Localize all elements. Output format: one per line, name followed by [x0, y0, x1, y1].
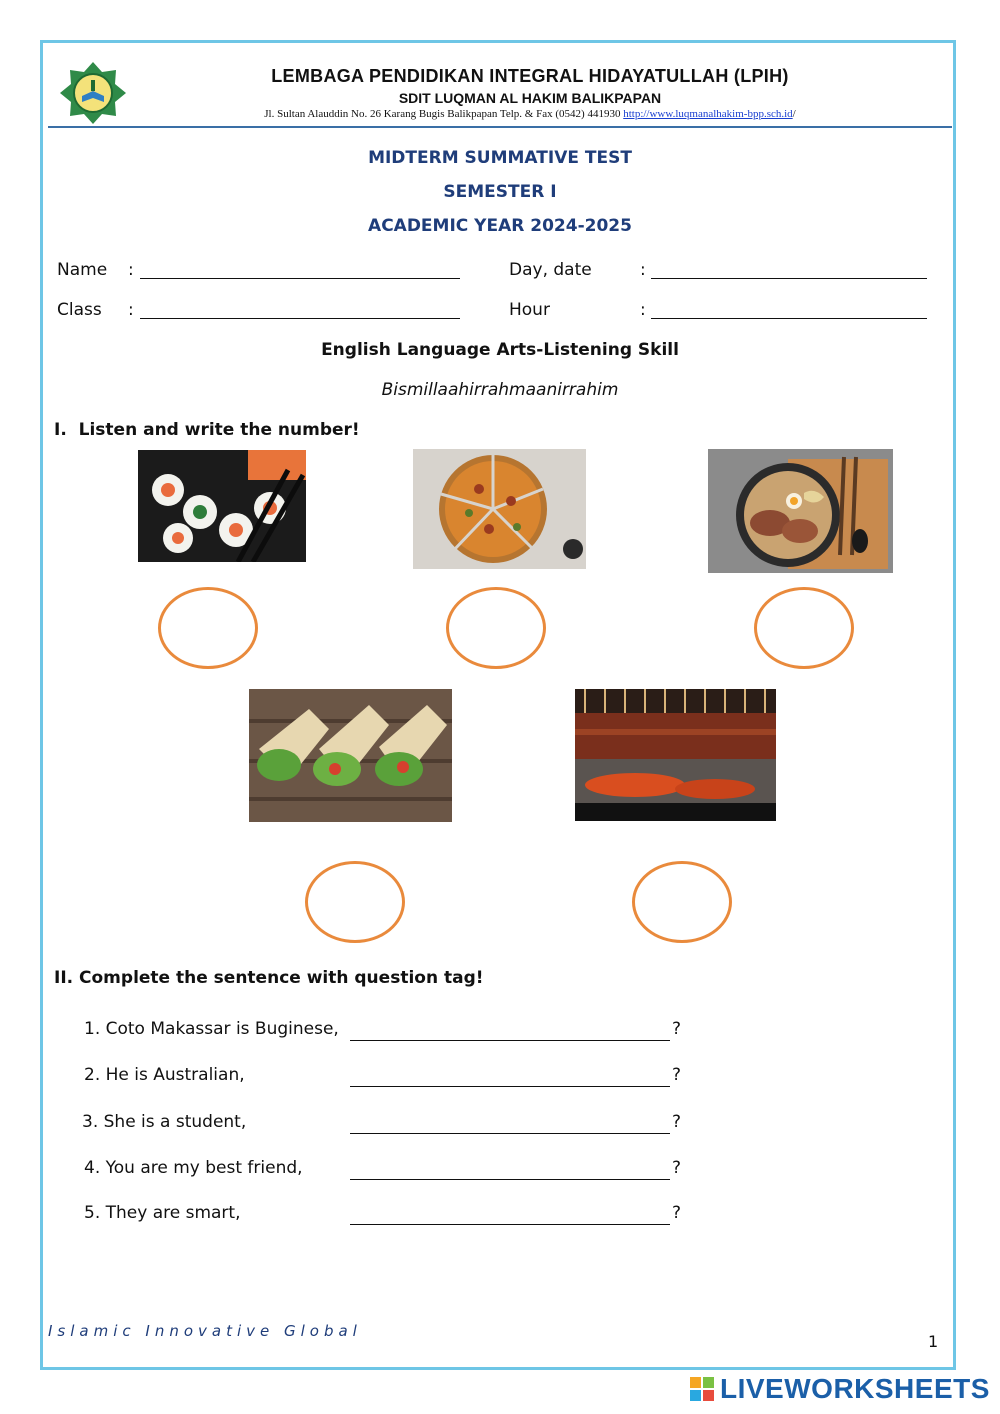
day-date-input-line[interactable] [651, 262, 927, 284]
section-1-heading [54, 420, 360, 440]
semester-title: SEMESTER I [443, 182, 557, 202]
question-1-answer-line[interactable] [350, 1020, 670, 1041]
satay-image [575, 689, 776, 821]
question-2-answer-line[interactable] [350, 1066, 670, 1087]
opening-prayer: Bismillaahirrahmaanirrahim [381, 380, 619, 400]
question-4-text: 4. You are my best friend, [84, 1158, 303, 1178]
brand-name: LIVEWORKSHEETS [720, 1373, 990, 1404]
question-5-text: 5. They are smart, [84, 1203, 241, 1223]
academic-year-title: ACADEMIC YEAR 2024-2025 [368, 216, 632, 236]
question-5-mark: ? [672, 1203, 682, 1223]
website-suffix: / [792, 108, 796, 120]
school-motto: Islamic Innovative Global [48, 1322, 362, 1340]
section-2-instruction: Complete the sentence with question tag! [79, 968, 484, 988]
test-title: MIDTERM SUMMATIVE TEST [368, 148, 632, 168]
section-2-number: II. [54, 968, 74, 988]
class-input-line[interactable] [140, 302, 460, 324]
school-logo [58, 60, 128, 126]
website-link[interactable]: http://www.luqmanalhakim-bpp.sch.id [623, 108, 793, 120]
answer-oval-wrap[interactable] [305, 861, 405, 943]
page-number: 1 [928, 1332, 939, 1351]
class-colon: : [128, 300, 134, 320]
answer-oval-satay[interactable] [632, 861, 732, 943]
school-address [140, 108, 920, 120]
name-label: Name [57, 260, 108, 280]
section-1-number: I. [54, 420, 67, 440]
section-1-instruction: Listen and write the number! [78, 420, 360, 440]
question-3-answer-line[interactable] [350, 1113, 670, 1134]
question-2-text: 2. He is Australian, [84, 1065, 245, 1085]
question-5-answer-line[interactable] [350, 1204, 670, 1225]
school-name: SDIT LUQMAN AL HAKIM BALIKPAPAN [398, 90, 662, 106]
ramen-image [708, 449, 893, 573]
wrap-image [249, 689, 452, 822]
name-input-line[interactable] [140, 262, 460, 284]
question-1-text: 1. Coto Makassar is Buginese, [84, 1019, 339, 1039]
answer-oval-ramen[interactable] [754, 587, 854, 669]
brand-logo-icon [690, 1377, 714, 1401]
sushi-image [138, 450, 306, 562]
question-1-mark: ? [672, 1019, 682, 1039]
question-3-mark: ? [672, 1112, 682, 1132]
section-2-heading [54, 968, 484, 988]
day-date-label: Day, date [509, 260, 592, 280]
day-date-colon: : [640, 260, 646, 280]
answer-oval-sushi[interactable] [158, 587, 258, 669]
address-text: Jl. Sultan Alauddin No. 26 Karang Bugis Balikpapan Telp. & Fax (0542) 441930 [264, 108, 621, 120]
name-colon: : [128, 260, 134, 280]
liveworksheets-brand [690, 1373, 990, 1405]
hour-colon: : [640, 300, 646, 320]
institution-name: LEMBAGA PENDIDIKAN INTEGRAL HIDAYATULLAH (LPIH) [271, 66, 789, 86]
answer-oval-pizza[interactable] [446, 587, 546, 669]
subject-title: English Language Arts-Listening Skill [321, 340, 679, 360]
class-label: Class [57, 300, 102, 320]
question-2-mark: ? [672, 1065, 682, 1085]
question-3-text: 3. She is a student, [82, 1112, 247, 1132]
question-4-mark: ? [672, 1158, 682, 1178]
question-4-answer-line[interactable] [350, 1159, 670, 1180]
header-divider [48, 126, 952, 128]
hour-label: Hour [509, 300, 550, 320]
hour-input-line[interactable] [651, 302, 927, 324]
pizza-image [413, 449, 586, 569]
